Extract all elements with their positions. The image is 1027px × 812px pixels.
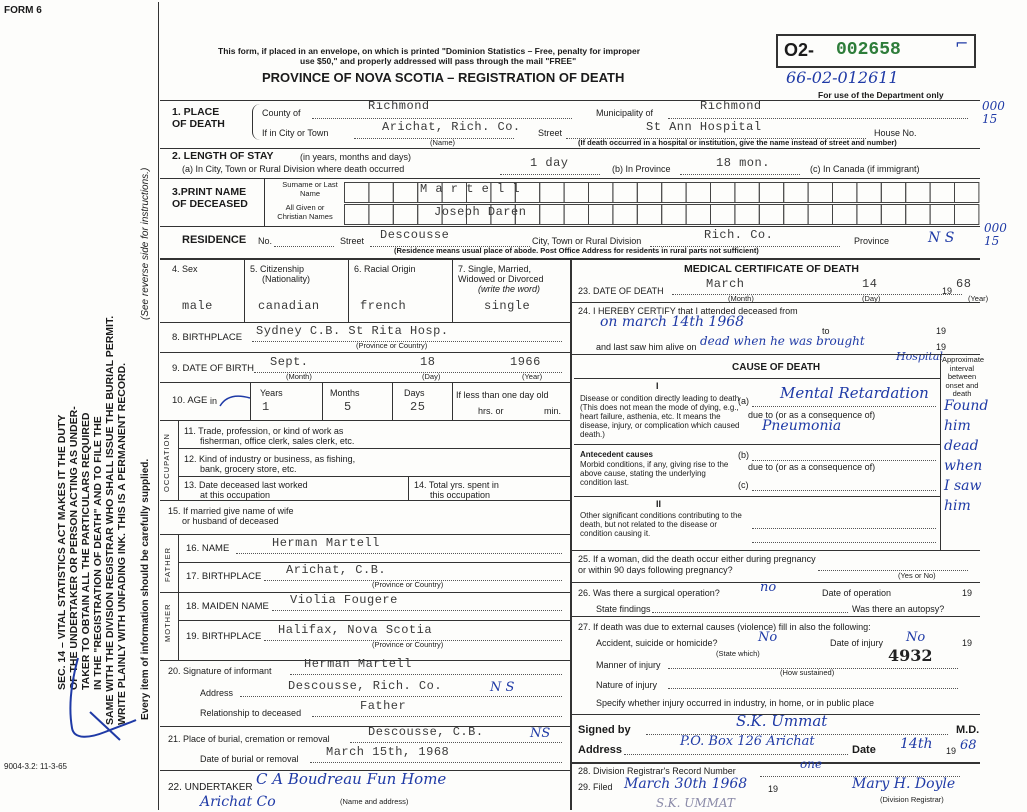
municipality-label: Municipality of xyxy=(596,108,654,118)
certify-label: 24. I HEREBY CERTIFY that I attended deceased from xyxy=(578,306,798,316)
statute-line-5: SAME WITH THE DIVISION REGISTRAR WHO SHALL ISSUE THE BURIAL PERMIT. xyxy=(104,315,116,725)
city-value: Arichat, Rich. Co. xyxy=(382,120,521,134)
residence-province-label: Province xyxy=(854,236,890,246)
city-label: If in City or Town xyxy=(262,128,329,138)
interval-handwritten: Found him dead when I saw him xyxy=(944,398,989,514)
occ-q12b: bank, grocery store, etc. xyxy=(200,464,297,474)
spouse-q15: 15. If married give name of wife xyxy=(168,506,294,516)
how-sustained-caption: (How sustained) xyxy=(780,668,835,677)
last-saw-nineteen: 19 xyxy=(936,342,947,352)
father-side-label: FATHER xyxy=(163,546,172,582)
burial-date-value: March 15th, 1968 xyxy=(326,745,450,759)
stay-label: 2. LENGTH OF STAY xyxy=(172,150,274,162)
municipality-value: Richmond xyxy=(700,99,762,113)
undertaker-caption: (Name and address) xyxy=(340,797,409,806)
burial-place-label: 21. Place of burial, cremation or removal xyxy=(168,734,330,744)
informant-rel-label: Relationship to deceased xyxy=(200,708,302,718)
registration-number: 002658 xyxy=(836,40,901,60)
dob-month: Sept. xyxy=(270,355,309,369)
occ-q13: 13. Date deceased last worked xyxy=(184,480,308,490)
birthplace-caption: (Province or Country) xyxy=(356,341,428,350)
spouse-q15b: or husband of deceased xyxy=(182,516,279,526)
years-value: 1 xyxy=(262,400,270,414)
undertaker-label: 22. UNDERTAKER xyxy=(168,782,253,793)
external-causes-label: 27. If death was due to external causes (violence) fill in also the following: xyxy=(578,622,871,632)
cert-date-handwritten: 14th xyxy=(900,736,933,752)
stay-b-label: (b) In Province xyxy=(612,164,671,174)
antecedent-text: Morbid conditions, if any, giving rise to the above cause, stating the underlying condition last. xyxy=(580,460,729,487)
marital-value: single xyxy=(484,299,531,313)
certify-nineteen: 19 xyxy=(936,326,947,336)
days-label: Days xyxy=(404,388,425,398)
reverse-note: (See reverse side for instructions.) xyxy=(140,167,151,320)
occ-q11: 11. Trade, profession, or kind of work as xyxy=(184,426,344,436)
birthplace-value: Sydney C.B. St Rita Hosp. xyxy=(256,324,449,338)
mother-birthplace-label: 19. BIRTHPLACE xyxy=(186,631,262,642)
stay-c-label: (c) In Canada (if immigrant) xyxy=(810,164,920,174)
specify-label: Specify whether injury occurred in industry, in home, or in public place xyxy=(596,698,874,708)
other-conditions-text: Other significant conditions contributing to the death, but not related to the disease or condition causing it. xyxy=(580,511,742,538)
birthplace-label: 8. BIRTHPLACE xyxy=(172,332,243,343)
cert-year-prefix: 19 xyxy=(946,746,957,756)
informant-address-value: Descousse, Rich. Co. xyxy=(288,679,443,693)
mother-side-label: MOTHER xyxy=(163,603,172,642)
days-value: 25 xyxy=(410,400,426,414)
due-to-a: due to (or as a consequence of) xyxy=(748,410,876,420)
cause-c: (c) xyxy=(738,480,749,490)
occupation-side-label: OCCUPATION xyxy=(162,433,171,492)
statute-line-6: WRITE PLAINLY WITH UNFADING INK. THIS IS A PERMANENT RECORD. xyxy=(116,362,128,725)
surgery-handwritten: no xyxy=(760,580,777,595)
dob-year-caption: (Year) xyxy=(522,372,543,381)
father-birthplace-caption: (Province or Country) xyxy=(372,580,444,589)
registrar-handwritten: Mary H. Doyle xyxy=(852,776,956,792)
citizenship-value: canadian xyxy=(258,299,320,313)
cert-date-label: Date xyxy=(852,744,876,756)
form-code: 9004-3.2: 11-3-65 xyxy=(4,762,68,771)
informant-rel-value: Father xyxy=(360,699,407,713)
hrs-label: hrs. or xyxy=(478,406,504,416)
father-birthplace-value: Arichat, C.B. xyxy=(286,563,387,577)
injury-date-handwritten: No xyxy=(906,630,926,645)
last-saw-handwritten: dead when he was brought xyxy=(700,334,865,348)
given-label: All Given or Christian Names xyxy=(277,203,333,221)
father-birthplace-label: 17. BIRTHPLACE xyxy=(186,571,262,582)
informant-sig-label: 20. Signature of informant xyxy=(168,666,272,676)
years-label: Years xyxy=(260,388,283,398)
given-value: Joseph Daren xyxy=(434,205,527,219)
notice-line-2: use $50," and properly addressed will pass through the mail "FREE" xyxy=(300,56,577,66)
surname-value: M a r t e l l xyxy=(420,182,521,196)
supply-note: Every item of information should be carefully supplied. xyxy=(140,458,151,720)
interval-header: Approximate interval between onset and death xyxy=(942,355,985,398)
margin-code-top: 000 15 xyxy=(982,99,1005,126)
citizenship-label: 5. Citizenship xyxy=(250,264,305,274)
residence-no-label: No. xyxy=(258,236,273,246)
dob-month-caption: (Month) xyxy=(286,372,312,381)
months-value: 5 xyxy=(344,400,352,414)
statute-line-3: TAKER TO OBTAIN ALL THE PARTICULARS REQUIRED xyxy=(80,412,92,690)
institution-note: (If death occurred in a hospital or institution, give the name instead of street and number) xyxy=(578,138,897,147)
yes-no-caption: (Yes or No) xyxy=(898,571,936,580)
stay-b-value: 18 mon. xyxy=(716,156,770,170)
registrar-caption: (Division Registrar) xyxy=(880,795,944,804)
margin-signature-mark xyxy=(50,650,140,745)
death-year-prefix: 19 xyxy=(942,286,953,296)
margin-code-mid: 000 15 xyxy=(984,221,1007,248)
stay-qualifier: (in years, months and days) xyxy=(300,152,412,162)
place-label: 1. PLACE OF DEATH xyxy=(172,106,225,130)
residence-street-value: Descousse xyxy=(380,228,450,242)
medical-header: MEDICAL CERTIFICATE OF DEATH xyxy=(684,263,859,275)
signed-by-label: Signed by xyxy=(578,724,631,736)
form-number: FORM 6 xyxy=(4,5,42,16)
father-name-value: Herman Martell xyxy=(272,536,380,550)
residence-province-value: N S xyxy=(928,230,955,246)
mother-birthplace-caption: (Province or Country) xyxy=(372,640,444,649)
burial-place-value: Descousse, C.B. xyxy=(368,725,484,739)
sex-label: 4. Sex xyxy=(172,264,198,274)
occ-q12: 12. Kind of industry or business, as fishing, xyxy=(184,454,356,464)
cert-year-handwritten: 68 xyxy=(960,738,977,753)
form-title: PROVINCE OF NOVA SCOTIA – REGISTRATION OF DEATH xyxy=(262,70,625,85)
certify-handwritten: on march 14th 1968 xyxy=(600,314,745,330)
stay-a-value: 1 day xyxy=(530,156,569,170)
cause-header: CAUSE OF DEATH xyxy=(732,362,821,373)
surname-label: Surname or Last Name xyxy=(282,180,338,198)
name-label: 3.PRINT NAME OF DECEASED xyxy=(172,186,248,210)
roman-two: II xyxy=(656,499,662,509)
occ-q11b: fisherman, office clerk, sales clerk, etc. xyxy=(200,436,355,446)
certify-to: to xyxy=(822,326,830,336)
statute-line-4: IN THE "REGISTRATION OF DEATH" AND TO FILE THE xyxy=(92,416,104,690)
occ-q14: 14. Total yrs. spent in xyxy=(414,480,499,490)
manner-label: Manner of injury xyxy=(596,660,661,670)
md-label: M.D. xyxy=(956,724,980,736)
father-name-label: 16. NAME xyxy=(186,543,230,554)
mother-maiden-label: 18. MAIDEN NAME xyxy=(186,601,269,612)
registration-tick-mark: ⌐ xyxy=(955,34,969,53)
citizenship-sub: (Nationality) xyxy=(262,274,311,284)
undertaker-handwritten-2: Arichat Co xyxy=(200,794,276,810)
residence-city-label: City, Town or Rural Division xyxy=(532,236,642,246)
informant-sig-value: Herman Martell xyxy=(304,657,412,671)
death-day-caption: (Day) xyxy=(862,294,881,303)
marital-sub: (write the word) xyxy=(478,284,541,294)
racial-label: 6. Racial Origin xyxy=(354,264,416,274)
pregnancy-question: 25. If a woman, did the death occur either during pregnancy or within 90 days following pregnancy? xyxy=(578,554,816,575)
burial-date-label: Date of burial or removal xyxy=(200,754,299,764)
stay-a-label: (a) In City, Town or Rural Division where death occurred xyxy=(182,164,405,174)
autopsy-label: Was there an autopsy? xyxy=(852,604,945,614)
stamp-number: 4932 xyxy=(888,646,933,665)
signed-by-handwritten: S.K. Ummat xyxy=(736,712,828,730)
county-label: County of xyxy=(262,108,301,118)
filed-label: 29. Filed xyxy=(578,782,613,792)
record-number-label: 28. Division Registrar's Record Number xyxy=(578,766,736,776)
informant-address-handwritten: N S xyxy=(490,680,515,695)
name-caption: (Name) xyxy=(430,138,456,147)
residence-street-label: Street xyxy=(340,236,365,246)
cause-a: (a) xyxy=(738,396,749,406)
registration-handwritten: 66-02-012611 xyxy=(786,68,899,87)
cause-b: (b) xyxy=(738,450,749,460)
dob-day-caption: (Day) xyxy=(422,372,441,381)
disease-text: Disease or condition directly leading to death (This does not mean the mode of dying, e.g., heart failure, asthenia, etc. It means the disease, injury, or complication which caused death.) xyxy=(580,394,740,439)
residence-label: RESIDENCE xyxy=(182,234,247,246)
undertaker-handwritten: C A Boudreau Fun Home xyxy=(256,770,447,788)
hospital-handwritten: Hospital xyxy=(896,350,943,363)
registration-prefix: O2- xyxy=(784,40,815,60)
death-year: 68 xyxy=(956,277,972,291)
roman-one: I xyxy=(656,381,659,391)
notice-line-1: This form, if placed in an envelope, on which is printed "Dominion Statistics – Free, penalty for improper xyxy=(218,46,641,56)
filed-nineteen: 19 xyxy=(768,784,779,794)
accident-label: Accident, suicide or homicide? xyxy=(596,638,718,648)
occ-q14b: this occupation xyxy=(430,490,491,500)
burial-place-handwritten: NS xyxy=(530,726,551,741)
address-label: Address xyxy=(578,744,623,756)
min-label: min. xyxy=(544,406,562,416)
death-day: 14 xyxy=(862,277,878,291)
residence-note: (Residence means usual place of abode. Post Office Address for residents in rural parts not sufficient) xyxy=(394,246,759,255)
statute-line-1: SEC. 14 – VITAL STATISTICS ACT MAKES IT THE DUTY xyxy=(56,414,68,690)
date-operation-label: Date of operation xyxy=(822,588,892,598)
county-value: Richmond xyxy=(368,99,430,113)
bottom-signature: S.K. UMMAT xyxy=(656,796,735,810)
dept-note: For use of the Department only xyxy=(818,90,944,100)
due-to-handwritten: Pneumonia xyxy=(762,418,842,434)
occ-q13b: at this occupation xyxy=(200,490,271,500)
age-in-label: in xyxy=(210,396,218,406)
state-which-caption: (State which) xyxy=(716,649,760,658)
mother-birthplace-value: Halifax, Nova Scotia xyxy=(278,623,433,637)
injury-nineteen: 19 xyxy=(962,638,973,648)
operation-nineteen: 19 xyxy=(962,588,973,598)
accident-handwritten: No xyxy=(758,630,778,645)
cause-a-handwritten: Mental Retardation xyxy=(780,384,929,402)
nature-label: Nature of injury xyxy=(596,680,658,690)
mother-maiden-value: Violia Fougere xyxy=(290,593,398,607)
marital-label: 7. Single, Married, Widowed or Divorced xyxy=(458,264,544,284)
death-month: March xyxy=(706,277,745,291)
dob-year: 1966 xyxy=(510,355,541,369)
death-year-caption: (Year) xyxy=(968,294,989,303)
injury-date-label: Date of injury xyxy=(830,638,884,648)
sex-value: male xyxy=(182,299,213,313)
record-number-handwritten: one xyxy=(800,757,823,771)
death-date-label: 23. DATE OF DEATH xyxy=(578,286,664,296)
informant-address-label: Address xyxy=(200,688,234,698)
less-than-day-label: If less than one day old xyxy=(456,390,549,400)
state-findings-label: State findings xyxy=(596,604,651,614)
dob-label: 9. DATE OF BIRTH xyxy=(172,363,254,374)
residence-city-value: Rich. Co. xyxy=(704,228,774,242)
racial-value: french xyxy=(360,299,407,313)
antecedent-label: Antecedent causes xyxy=(580,450,653,459)
due-to-b: due to (or as a consequence of) xyxy=(748,462,876,472)
months-label: Months xyxy=(330,388,360,398)
filed-handwritten: March 30th 1968 xyxy=(624,776,748,792)
surgery-question: 26. Was there a surgical operation? xyxy=(578,588,720,598)
house-label: House No. xyxy=(874,128,917,138)
statute-line-2: OF THE UNDERTAKER OR PERSON ACTING AS UNDER- xyxy=(68,406,80,690)
last-saw-label: and last saw him alive on xyxy=(596,342,697,352)
age-pen-mark xyxy=(216,392,256,412)
street-value: St Ann Hospital xyxy=(646,120,762,134)
dob-day: 18 xyxy=(420,355,436,369)
age-label: 10. AGE xyxy=(172,395,208,406)
street-label: Street xyxy=(538,128,563,138)
death-month-caption: (Month) xyxy=(728,294,754,303)
address-handwritten: P.O. Box 126 Arichat xyxy=(680,734,815,749)
